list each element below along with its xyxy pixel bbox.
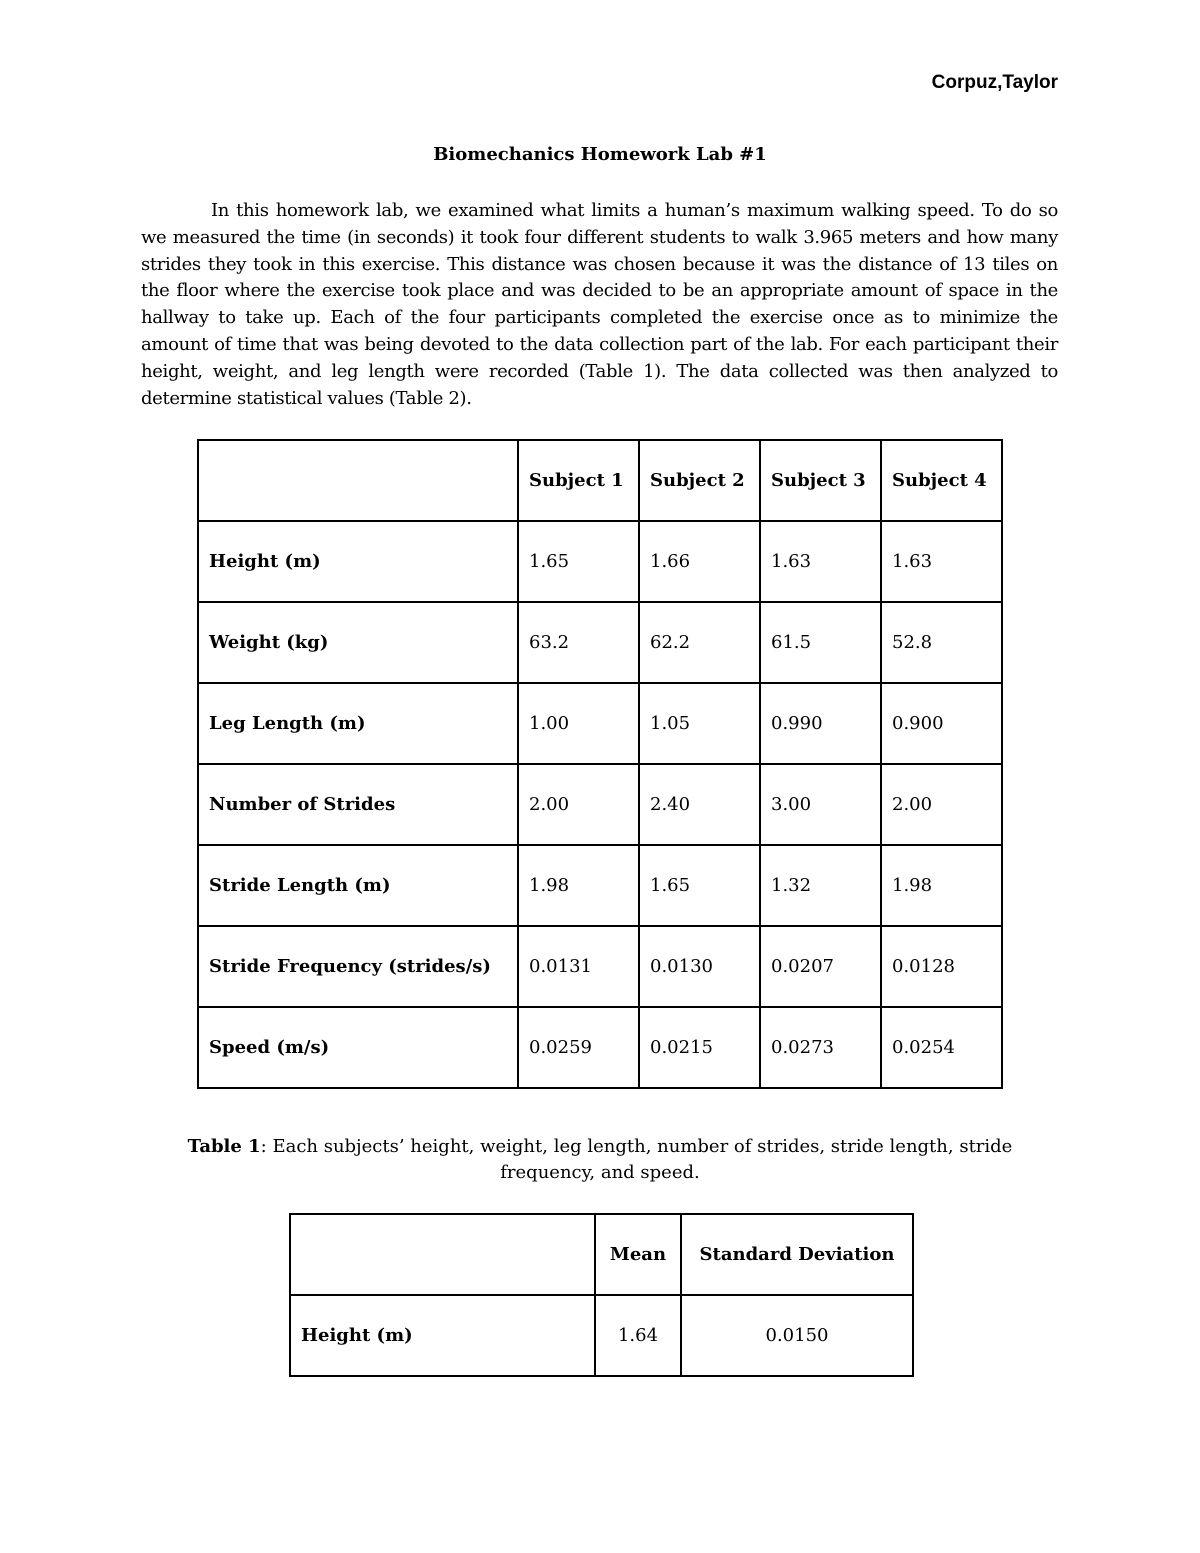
row-label: Height (m): [198, 521, 518, 602]
page-title: Biomechanics Homework Lab #1: [433, 144, 767, 165]
intro-paragraph: In this homework lab, we examined what limits a human’s maximum walking speed. To do so we measured the time (in seconds) it took four different students to walk 3.965 meters and how many strides they took in this exercise. This distance was chosen because it was the distance of 13 tiles on the floor where the exercise took place and was decided to be an appropriate amount of space in the hallway to take up. Each of the four participants completed the exercise once as to minimize the amount of time that was being devoted to the data collection part of the lab. For each participant their height, weight, and leg length were recorded (Table 1). The data collected was then analyzed to determine statistical values (Table 2).: [141, 200, 1058, 409]
table-header-cell: Standard Deviation: [681, 1214, 913, 1295]
table-header-row: [290, 1214, 913, 1295]
table-cell: 1.63: [760, 521, 881, 602]
author-name: Corpuz,Taylor: [931, 72, 1058, 93]
table-cell: 0.0254: [881, 1007, 1002, 1088]
sd-cell: 0.0150: [681, 1295, 913, 1376]
table-cell: 0.0273: [760, 1007, 881, 1088]
table-header-cell: Subject 1: [518, 440, 639, 521]
statistics-table: [289, 1213, 914, 1377]
table-cell: 2.00: [518, 764, 639, 845]
table-cell: 52.8: [881, 602, 1002, 683]
table-header-cell: Subject 4: [881, 440, 1002, 521]
table-cell: 62.2: [639, 602, 760, 683]
table-row: [290, 1295, 913, 1376]
table-cell: 1.05: [639, 683, 760, 764]
table-cell: 2.00: [881, 764, 1002, 845]
mean-cell: 1.64: [595, 1295, 681, 1376]
table-cell: 1.63: [881, 521, 1002, 602]
table-cell: 0.0215: [639, 1007, 760, 1088]
table-header-row: [198, 440, 1002, 521]
table-cell: 61.5: [760, 602, 881, 683]
table-header-cell: Mean: [595, 1214, 681, 1295]
table-cell: 1.66: [639, 521, 760, 602]
table-row: [198, 683, 1002, 764]
table-header-cell: Subject 2: [639, 440, 760, 521]
table-row: [198, 1007, 1002, 1088]
table-row: [198, 845, 1002, 926]
row-label: Speed (m/s): [198, 1007, 518, 1088]
caption-text: : Each subjects’ height, weight, leg length, number of strides, stride length, stride frequency, and speed.: [260, 1136, 1013, 1183]
table-caption: [150, 1134, 1050, 1186]
table-header-cell: [290, 1214, 595, 1295]
row-label: Leg Length (m): [198, 683, 518, 764]
table-cell: 0.990: [760, 683, 881, 764]
table-header-cell: Subject 3: [760, 440, 881, 521]
table-cell: 2.40: [639, 764, 760, 845]
row-label: Weight (kg): [198, 602, 518, 683]
table-cell: 1.32: [760, 845, 881, 926]
table-cell: 1.98: [881, 845, 1002, 926]
table-header-cell: [198, 440, 518, 521]
table-row: [198, 602, 1002, 683]
subject-data-table: [197, 439, 1003, 1089]
table-cell: 1.98: [518, 845, 639, 926]
table-row: [198, 926, 1002, 1007]
table-cell: 63.2: [518, 602, 639, 683]
table-cell: 0.0259: [518, 1007, 639, 1088]
table-row: [198, 764, 1002, 845]
row-label: Stride Length (m): [198, 845, 518, 926]
caption-label: Table 1: [187, 1136, 261, 1157]
table-cell: 1.65: [639, 845, 760, 926]
row-label: Number of Strides: [198, 764, 518, 845]
table-cell: 0.0131: [518, 926, 639, 1007]
table-cell: 0.0130: [639, 926, 760, 1007]
table-cell: 0.0128: [881, 926, 1002, 1007]
table-cell: 0.900: [881, 683, 1002, 764]
table-cell: 1.65: [518, 521, 639, 602]
table-cell: 1.00: [518, 683, 639, 764]
table-cell: 3.00: [760, 764, 881, 845]
row-label: Stride Frequency (strides/s): [198, 926, 518, 1007]
row-label: Height (m): [290, 1295, 595, 1376]
table-cell: 0.0207: [760, 926, 881, 1007]
table-row: [198, 521, 1002, 602]
